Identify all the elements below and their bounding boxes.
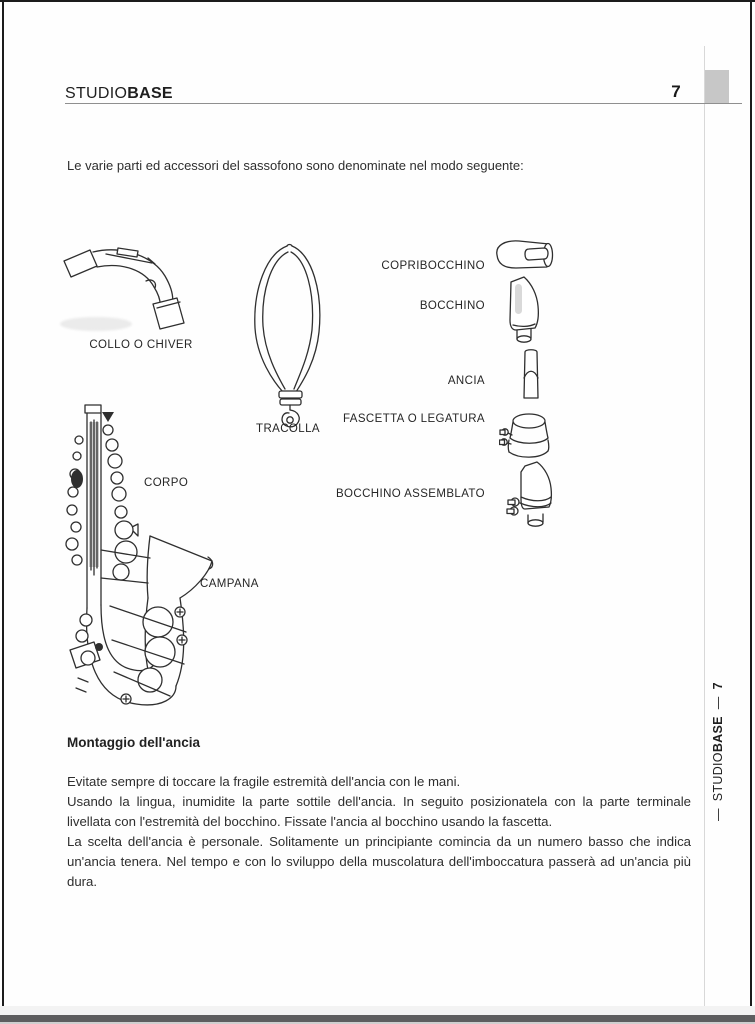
header-rule bbox=[65, 103, 742, 104]
paragraph-1: Evitate sempre di toccare la fragile estremità dell'ancia con le mani. bbox=[67, 774, 461, 789]
label-ligature: FASCETTA O LEGATURA bbox=[342, 413, 485, 425]
body-text bbox=[67, 772, 691, 892]
label-mouthpiece-cap: COPRIBOCCHINO bbox=[381, 260, 485, 272]
reed-illustration bbox=[515, 347, 547, 401]
header-brand bbox=[65, 85, 173, 103]
section-heading: Montaggio dell'ancia bbox=[67, 735, 200, 750]
chapter-tab bbox=[705, 70, 729, 103]
brand-regular: STUDIO bbox=[65, 85, 128, 102]
page-border-left bbox=[2, 0, 4, 1012]
neck-strap-illustration bbox=[246, 242, 330, 430]
intro-text: Le varie parti ed accessori del sassofono sono denominate nel modo seguente: bbox=[67, 158, 524, 173]
mouthpiece-illustration bbox=[493, 275, 547, 345]
label-mouthpiece: BOCCHINO bbox=[419, 300, 485, 312]
label-reed: ANCIA bbox=[447, 375, 485, 387]
paragraph-2: Usando la lingua, inumidite la parte sottile dell'ancia. In seguito posizionatela con la parte terminale livellata con l'estremità del bocchino. Fissate l'ancia al bocchino usando la fascetta. bbox=[67, 794, 691, 829]
label-strap: TRACOLLA bbox=[256, 423, 320, 435]
label-assembled-mouthpiece: BOCCHINO ASSEMBLATO bbox=[335, 488, 485, 500]
sidebar-brand-regular: STUDIO bbox=[711, 752, 725, 802]
label-neck: COLLO O CHIVER bbox=[89, 339, 193, 351]
saxophone-neck-illustration bbox=[60, 237, 195, 343]
paragraph-3: La scelta dell'ancia è personale. Solitamente un principiante comincia da un numero basso che indica un'ancia tenera. Nel tempo e con lo sviluppo della muscolatura dell'imboccatura passerà ad un'ancia più dura. bbox=[67, 834, 691, 889]
mouthpiece-cap-illustration bbox=[487, 236, 559, 272]
sidebar-separator: — bbox=[711, 808, 725, 821]
assembled-mouthpiece-illustration bbox=[504, 459, 560, 531]
sidebar-brand-bold: BASE bbox=[711, 716, 725, 753]
sidebar-page-number: 7 bbox=[711, 682, 725, 690]
ligature-illustration bbox=[499, 409, 553, 461]
bottom-light-strip bbox=[0, 1006, 755, 1015]
sidebar-separator-2: — bbox=[711, 696, 725, 710]
page-fold-line bbox=[704, 46, 705, 1006]
page-number: 7 bbox=[671, 82, 681, 101]
page-border-right bbox=[750, 0, 752, 1012]
saxophone-body-illustration bbox=[58, 400, 250, 712]
sidebar-page-marker bbox=[711, 682, 725, 828]
label-body: CORPO bbox=[144, 477, 189, 489]
brand-bold: BASE bbox=[127, 85, 173, 102]
bottom-scan-bar bbox=[0, 1015, 755, 1022]
label-bell: CAMPANA bbox=[200, 578, 259, 590]
page-border-top bbox=[0, 0, 755, 2]
